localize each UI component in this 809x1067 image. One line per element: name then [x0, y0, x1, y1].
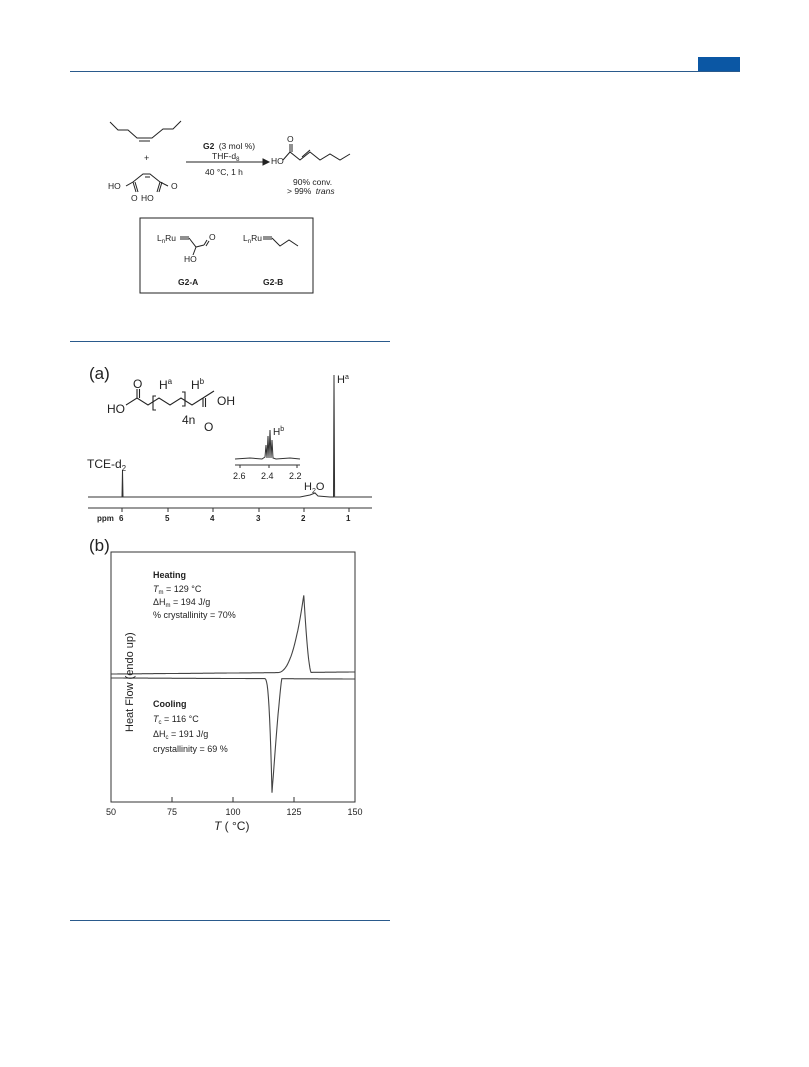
selectivity-prefix: > 99% [287, 186, 312, 196]
cooling-title: Cooling [153, 699, 187, 709]
scheme-text [108, 134, 335, 287]
nmr-tick-6: 6 [119, 514, 124, 523]
nmr-tick-1: 1 [346, 514, 351, 523]
tce-label: TCE-$d_2$ [87, 457, 127, 473]
cooling-curve [111, 678, 355, 793]
product-ho: HO [271, 156, 284, 166]
heating-dh: $\Delta H_m = 194$ J/g [153, 597, 211, 609]
solvent: THF-d [212, 151, 237, 161]
svg-text:LnRu: $L_nRu$ [157, 233, 176, 245]
inset-trace [235, 430, 300, 459]
svg-text:THF-d8 [212, 151, 240, 163]
dsc-x-tick-label: 75 [166, 807, 178, 817]
conversion: 90% conv. [293, 177, 333, 187]
panel-a [87, 364, 372, 523]
dsc-x-tick-label: 100 [225, 807, 241, 817]
heating-crystallinity: % crystallinity = 70% [153, 610, 236, 620]
heating-tm: $T_m = 129$ °C [153, 584, 202, 596]
dsc-x-tick-label: 125 [286, 807, 302, 817]
panel-b-label: (b) [89, 536, 110, 555]
cooling-tc: $T_c = 116$ °C [153, 714, 199, 726]
polymer-structure [126, 389, 214, 410]
struct-oh: OH [217, 394, 235, 408]
inset-tick-2.4: 2.4 [261, 471, 274, 481]
dsc-x-tick-label: 50 [105, 807, 117, 817]
maleic-o-right: O [171, 181, 178, 191]
catalyst-loading: (3 mol %) [218, 141, 256, 151]
g2b-label: G2-B [263, 277, 284, 287]
nmr-axis-prefix: ppm [97, 514, 114, 523]
struct-o-top: O [133, 377, 143, 391]
solvent-subscript: 8 [236, 157, 240, 163]
struct-ho: HO [107, 402, 125, 416]
dsc-x-tick-label: 150 [347, 807, 363, 817]
struct-repeat: 4n [182, 413, 196, 427]
catalyst-species-box [140, 218, 313, 293]
dsc-x-label: T ( °C) [214, 819, 250, 833]
struct-ha: $H^a$ [159, 377, 173, 392]
svg-text:LnRu: $L_nRu$ [243, 233, 262, 245]
dsc-y-label: Heat Flow (endo up) [124, 632, 136, 732]
heating-curve [111, 595, 355, 674]
water-label: $H_2O$ [304, 481, 325, 495]
heating-title: Heating [153, 570, 187, 580]
panel-b [89, 536, 363, 833]
product-o: O [287, 134, 294, 144]
nmr-tick-2: 2 [301, 514, 306, 523]
inset-tick-2.6: 2.6 [233, 471, 246, 481]
cooling-crystallinity: crystallinity = 69 % [153, 744, 228, 754]
maleic-ho-right: HO [141, 193, 154, 203]
nmr-tick-5: 5 [165, 514, 170, 523]
conditions: 40 °C, 1 h [205, 167, 243, 177]
svg-text:> 99% trans [287, 186, 335, 196]
nmr-ticks [122, 508, 349, 512]
hb-peak-label: $H^b$ [273, 426, 285, 438]
dsc-x-tick-labels [106, 807, 363, 817]
dsc-plot-frame [111, 552, 355, 802]
octene-structure [110, 121, 181, 138]
dsc-x-ticks [111, 797, 355, 802]
g2a-ho: HO [184, 254, 197, 264]
maleic-o-left: O [131, 193, 138, 203]
g2a-o: O [209, 232, 216, 242]
svg-text:G2 (3 mol %) [203, 141, 255, 151]
nmr-inset [235, 430, 300, 468]
catalyst-name: G2 [203, 141, 215, 151]
ha-peak-label: $H^a$ [337, 374, 349, 386]
panel-a-label: (a) [89, 364, 110, 383]
plus-sign: + [144, 153, 150, 163]
cooling-dh: $\Delta H_c = 191$ J/g [153, 729, 209, 741]
product-structure [283, 152, 350, 160]
selectivity-trans: trans [315, 186, 335, 196]
g2a-label: G2-A [178, 277, 199, 287]
struct-hb: $H^b$ [191, 377, 205, 392]
struct-o-bottom: O [204, 420, 214, 434]
inset-tick-2.2: 2.2 [289, 471, 302, 481]
nmr-tick-3: 3 [256, 514, 261, 523]
nmr-tick-4: 4 [210, 514, 215, 523]
maleic-ho-left: HO [108, 181, 121, 191]
